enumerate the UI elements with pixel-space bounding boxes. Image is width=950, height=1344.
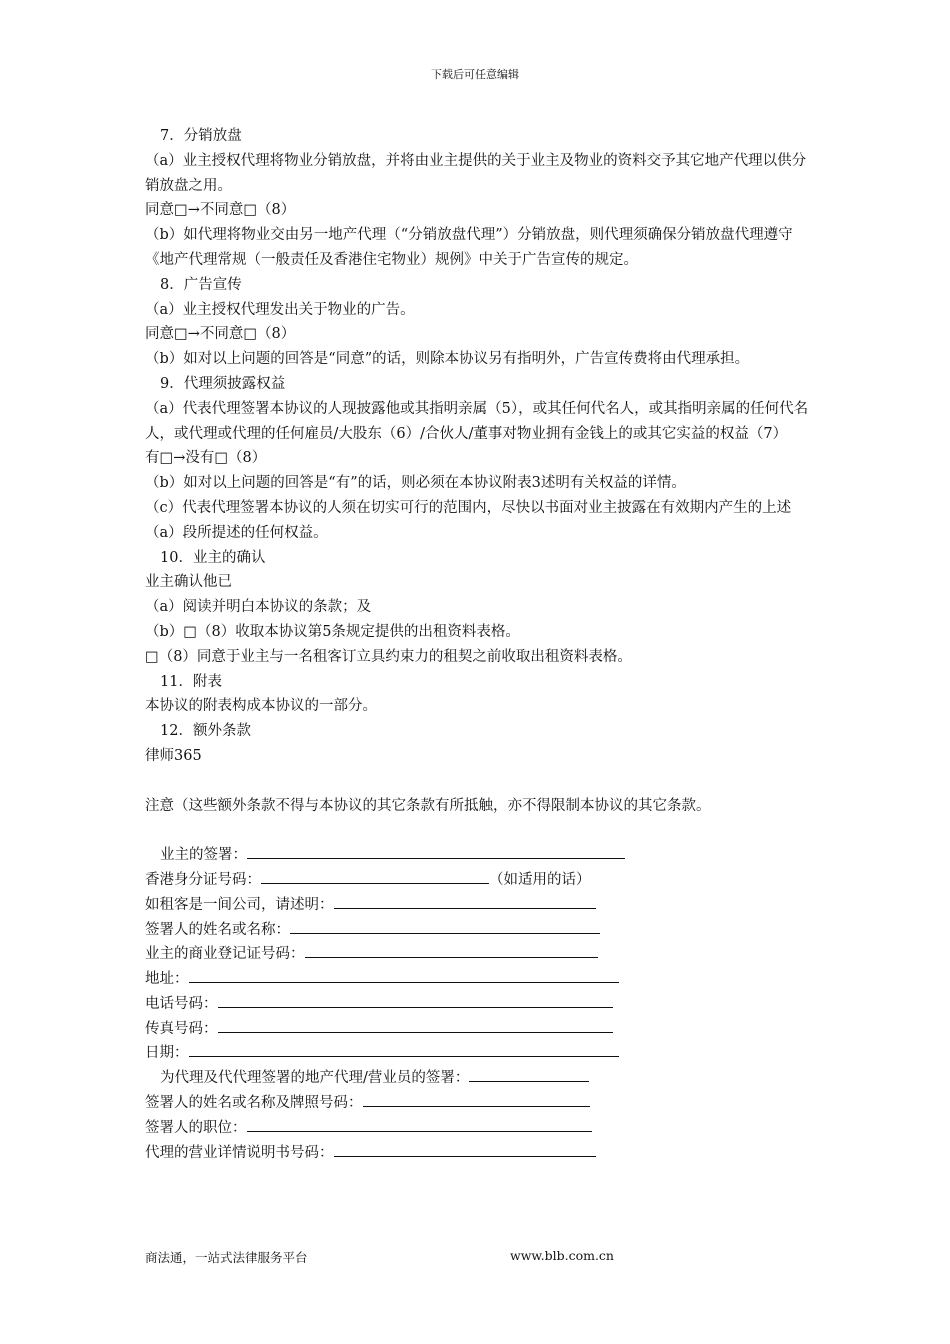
paragraph: （c）代表代理签署本协议的人须在切实可行的范围内，尽快以书面对业主披露在有效期内产生的上述（a）段所提述的任何权益。 <box>145 499 792 541</box>
paragraph: （b）如代理将物业交由另一地产代理（“分销放盘代理”）分销放盘，则代理须确保分销放盘代理遵守《地产代理常规（一般责任及香港住宅物业）规例》中关于广告宣传的规定。 <box>145 227 793 268</box>
br-number-row <box>145 942 815 967</box>
field-label: 签署人的姓名或名称： <box>145 921 290 938</box>
paragraph: □（8）同意于业主与一名租客订立具约束力的租契之前收取出租资料表格。 <box>145 648 632 665</box>
paragraph: （b）□（8）收取本协议第5条规定提供的出租资料表格。 <box>145 623 520 640</box>
address-blank[interactable] <box>189 968 619 983</box>
paragraph: （b）如对以上问题的回答是“有”的话，则必须在本协议附表3述明有关权益的详情。 <box>145 475 686 492</box>
field-label: 香港身分证号码： <box>145 871 261 888</box>
note: 注意（这些额外条款不得与本协议的其它条款有所抵触，亦不得限制本协议的其它条款。 <box>145 797 711 814</box>
field-label: 如租客是一间公司，请述明： <box>145 896 334 913</box>
field-label: 业主的签署： <box>160 847 247 864</box>
checkbox-line: 同意□→不同意□（8） <box>145 326 296 343</box>
signer-license-row <box>145 1091 815 1116</box>
agent-signature-blank[interactable] <box>469 1067 589 1082</box>
date-row <box>145 1041 815 1066</box>
date-blank[interactable] <box>189 1042 619 1057</box>
field-label: 地址： <box>145 971 189 988</box>
hkid-blank[interactable] <box>261 869 489 884</box>
paragraph: 业主确认他已 <box>145 574 232 591</box>
field-label: 日期： <box>145 1045 189 1062</box>
section-heading: 8．广告宣传 <box>160 276 242 293</box>
br-number-blank[interactable] <box>305 943 598 958</box>
fax-blank[interactable] <box>218 1018 613 1033</box>
checkbox-line: 同意□→不同意□（8） <box>145 202 296 219</box>
section-heading: 10．业主的确认 <box>160 549 266 566</box>
agent-statement-blank[interactable] <box>334 1142 596 1157</box>
paragraph: 本协议的附表构成本协议的一部分。 <box>145 698 377 715</box>
section-heading: 7．分销放盘 <box>160 128 242 144</box>
paragraph: （a）阅读并明白本协议的条款；及 <box>145 599 372 616</box>
signer-name-blank[interactable] <box>290 919 600 934</box>
field-label: 业主的商业登记证号码： <box>145 946 305 963</box>
address-row <box>145 967 815 992</box>
section-heading: 12．额外条款 <box>160 723 251 740</box>
phone-blank[interactable] <box>218 993 613 1008</box>
document-body <box>145 124 815 1165</box>
agent-statement-row <box>145 1141 815 1166</box>
paragraph: （a）代表代理签署本协议的人现披露他或其指明亲属（5），或其任何代名人，或其指明亲属的任何代名人，或代理或代理的任何雇员/大股东（6）/合伙人/董事对物业拥有金钱上的或其它实益的权益（7） <box>145 400 809 442</box>
company-blank[interactable] <box>334 894 596 909</box>
owner-signature-row <box>145 843 815 868</box>
signer-title-row <box>145 1116 815 1141</box>
paragraph: 律师365 <box>145 747 202 764</box>
field-label: 签署人的职位： <box>145 1119 247 1136</box>
field-note: （如适用的话） <box>489 871 591 888</box>
company-row <box>145 893 815 918</box>
hkid-row <box>145 868 815 893</box>
signer-name-row <box>145 918 815 943</box>
field-label: 传真号码： <box>145 1020 218 1037</box>
agent-signature-row <box>145 1066 815 1091</box>
footer-url: www.blb.com.cn <box>510 1248 614 1263</box>
paragraph: （b）如对以上问题的回答是“同意”的话，则除本协议另有指明外，广告宣传费将由代理承担。 <box>145 351 750 368</box>
page-header: 下载后可任意编辑 <box>431 68 519 81</box>
field-label: 电话号码： <box>145 995 218 1012</box>
signature-blank[interactable] <box>247 844 625 859</box>
section-heading: 11．附表 <box>160 673 222 690</box>
paragraph: （a）业主授权代理将物业分销放盘，并将由业主提供的关于业主及物业的资料交予其它地产代理以供分销放盘之用。 <box>145 152 807 194</box>
field-label: 为代理及代代理签署的地产代理/营业员的签署： <box>160 1070 470 1087</box>
fax-row <box>145 1017 815 1042</box>
field-label: 代理的营业详情说明书号码： <box>145 1144 334 1161</box>
signer-title-blank[interactable] <box>247 1117 592 1132</box>
signer-license-blank[interactable] <box>363 1092 590 1107</box>
footer-brand: 商法通，一站式法律服务平台 <box>145 1250 308 1265</box>
paragraph: （a）业主授权代理发出关于物业的广告。 <box>145 301 415 318</box>
field-label: 签署人的姓名或名称及牌照号码： <box>145 1095 363 1112</box>
phone-row <box>145 992 815 1017</box>
checkbox-line: 有□→没有□（8） <box>145 450 267 467</box>
section-heading: 9．代理须披露权益 <box>160 375 286 392</box>
